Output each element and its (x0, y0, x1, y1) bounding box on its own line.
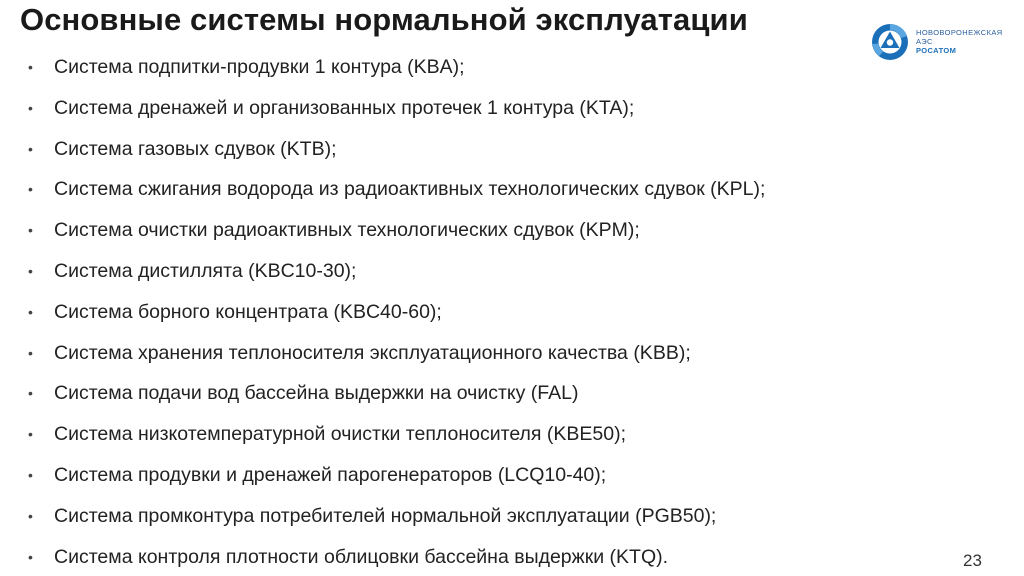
system-list (24, 47, 765, 576)
slide-title: Основные системы нормальной эксплуатации (20, 2, 748, 37)
list-item (24, 210, 765, 251)
list-item (24, 455, 765, 496)
list-item-text: Система сжигания водорода из радиоактивных технологических сдувок (KPL); (54, 178, 766, 201)
bullet-icon: • (28, 181, 33, 198)
list-item (24, 169, 765, 210)
bullet-icon: • (28, 426, 33, 443)
logo-line-2: АЭС (916, 37, 933, 46)
list-item (24, 88, 765, 129)
list-item (24, 251, 765, 292)
bullet-icon: • (28, 466, 33, 483)
list-item-text: Система низкотемпературной очистки теплоносителя (KBE50); (54, 423, 626, 446)
bullet-icon: • (28, 303, 33, 320)
list-item (24, 537, 765, 576)
list-item-text: Система промконтура потребителей нормальной эксплуатации (PGB50); (54, 504, 717, 527)
list-item-text: Система подачи вод бассейна выдержки на очистку (FAL) (54, 382, 579, 405)
list-item (24, 333, 765, 374)
list-item-text: Система хранения теплоносителя эксплуатационного качества (KBB); (54, 341, 691, 364)
logo-line-1: НОВОВОРОНЕЖСКАЯ (916, 28, 1003, 37)
list-item-text: Система дренажей и организованных протечек 1 контура (KTA); (54, 96, 635, 119)
logo-line-3: РОСАТОМ (916, 46, 957, 55)
list-item (24, 47, 765, 88)
list-item-text: Система продувки и дренажей парогенераторов (LCQ10-40); (54, 463, 607, 486)
bullet-icon: • (28, 99, 33, 116)
page-number: 23 (963, 551, 982, 570)
list-item-text: Система очистки радиоактивных технологических сдувок (KPM); (54, 219, 640, 242)
list-item-text: Система дистиллята (KBC10-30); (54, 259, 357, 282)
list-item-text: Система газовых сдувок (KTB); (54, 137, 337, 160)
bullet-icon: • (28, 59, 33, 75)
bullet-icon: • (28, 507, 33, 524)
bullet-icon: • (28, 140, 33, 157)
bullet-icon: • (28, 222, 33, 239)
rosatom-logo-icon (870, 22, 910, 62)
list-item (24, 292, 765, 333)
bullet-icon: • (28, 385, 33, 402)
company-logo (870, 22, 1010, 62)
bullet-icon: • (28, 262, 33, 279)
list-item-text: Система подпитки-продувки 1 контура (KBA); (54, 56, 465, 78)
list-item (24, 373, 765, 414)
bullet-icon: • (28, 548, 33, 565)
list-item-text: Система борного концентрата (KBC40-60); (54, 300, 442, 323)
list-item (24, 129, 765, 170)
logo-text (916, 28, 1003, 55)
list-item-text: Система контроля плотности облицовки бассейна выдержки (KTQ). (54, 545, 669, 568)
bullet-icon: • (28, 344, 33, 361)
list-item (24, 414, 765, 455)
list-item (24, 496, 765, 537)
